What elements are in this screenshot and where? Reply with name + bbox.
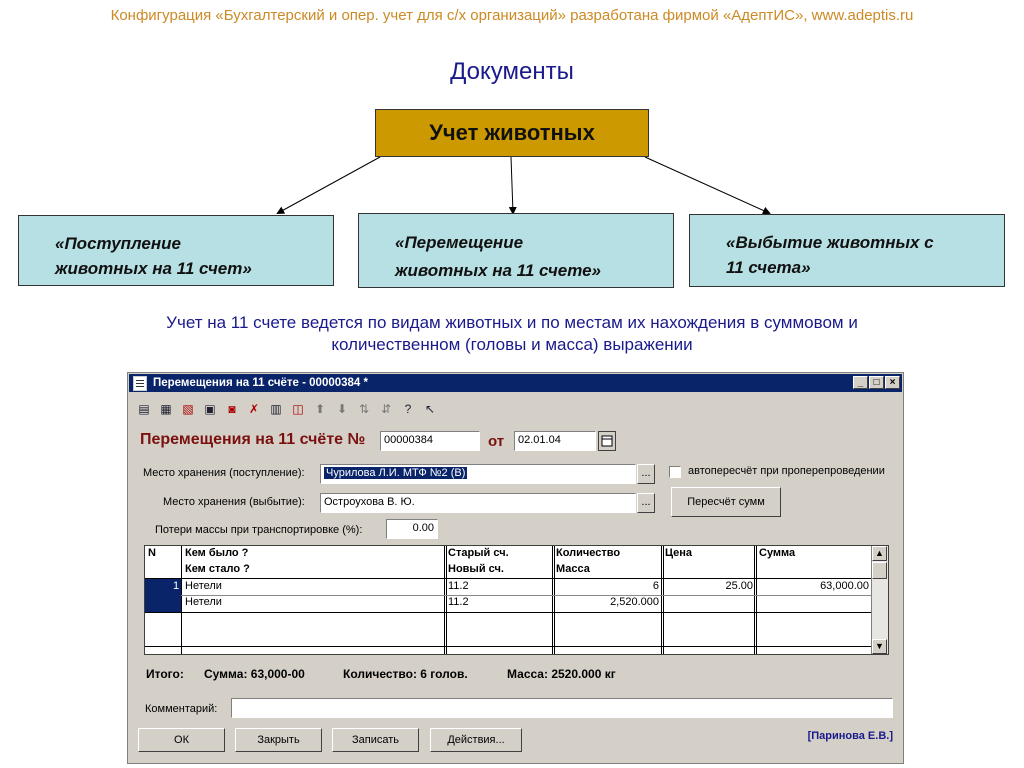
edit-row-icon[interactable]: ◫ <box>292 402 304 416</box>
calendar-icon[interactable] <box>598 431 616 451</box>
child-node-transfer <box>358 213 674 288</box>
grid-line <box>145 646 873 647</box>
row-number: 1 <box>173 580 180 592</box>
cell-quantity[interactable]: 6 <box>652 580 659 592</box>
grid-line <box>145 578 873 579</box>
insert-row-icon[interactable]: ▦ <box>160 402 172 416</box>
slide-header: Конфигурация «Бухгалтерский и опер. учет для с/х организаций» разработана фирмой «АдептИС», www.adeptis.ru <box>110 7 914 24</box>
grid-line <box>181 546 182 655</box>
totals-quantity: Количество: 6 голов. <box>343 667 468 681</box>
actions-button[interactable]: Действия... <box>430 728 522 752</box>
totals-sum: Сумма: 63,000-00 <box>204 667 305 681</box>
delete-icon[interactable]: ✗ <box>248 402 260 416</box>
cell-new-account[interactable]: 11.2 <box>448 596 469 608</box>
copy-row-icon[interactable]: ▣ <box>204 402 216 416</box>
grid-line <box>181 595 889 596</box>
document-date-field[interactable]: 02.01.04 <box>514 431 596 451</box>
column-header-old-account[interactable]: Старый сч. <box>448 547 509 559</box>
mass-loss-field[interactable]: 0.00 <box>386 519 438 539</box>
column-header-quantity[interactable]: Количество <box>556 547 621 559</box>
scroll-thumb[interactable] <box>872 562 887 579</box>
description-line: количественном (головы и масса) выражении <box>331 335 693 354</box>
window-titlebar <box>129 374 902 392</box>
author-label: [Паринова Е.В.] <box>807 730 893 742</box>
slide-title: Документы <box>450 58 574 85</box>
comment-field[interactable] <box>231 698 893 718</box>
storage-in-label: Место хранения (поступление): <box>143 467 305 479</box>
scroll-down-icon[interactable]: ▼ <box>872 639 887 654</box>
root-node-box: Учет животных <box>375 109 649 157</box>
grid-line <box>554 546 555 655</box>
sort-asc-icon[interactable]: ⇅ <box>358 402 370 416</box>
move-down-icon[interactable]: ⬇ <box>336 402 348 416</box>
minimize-button[interactable]: _ <box>853 376 868 389</box>
new-row-icon[interactable]: ▤ <box>138 402 150 416</box>
recalc-sums-button[interactable]: Пересчёт сумм <box>671 487 781 517</box>
scroll-up-icon[interactable]: ▲ <box>872 546 887 561</box>
items-table[interactable] <box>144 545 889 655</box>
storage-out-select-button[interactable]: ... <box>637 493 655 513</box>
child-node-line: «Перемещение <box>395 233 524 252</box>
grid-line <box>446 546 447 655</box>
date-label: от <box>488 433 505 450</box>
description-line: Учет на 11 счете ведется по видам животных и по местам их нахождения в суммовом и <box>166 313 858 332</box>
ok-button[interactable]: ОК <box>138 728 225 752</box>
grid-line <box>756 546 757 655</box>
mass-loss-label: Потери массы при транспортировке (%): <box>155 524 363 536</box>
delete-row-icon[interactable]: ▧ <box>182 402 194 416</box>
child-node-line: 11 счета» <box>726 258 811 277</box>
grid-line <box>444 546 445 655</box>
cell-who-was[interactable]: Нетели <box>185 580 222 592</box>
move-up-icon[interactable]: ⬆ <box>314 402 326 416</box>
clear-table-icon[interactable]: ◙ <box>228 402 236 416</box>
column-header-sum[interactable]: Сумма <box>759 547 796 559</box>
document-number-field[interactable]: 00000384 <box>380 431 480 451</box>
storage-in-value: Чурилова Л.И. МТФ №2 (В) <box>326 467 466 479</box>
grid-line <box>754 546 755 655</box>
grid-line <box>552 546 553 655</box>
context-help-icon[interactable]: ↖ <box>424 402 436 416</box>
slide-description <box>60 312 964 356</box>
cell-mass[interactable]: 2,520.000 <box>610 596 659 608</box>
child-node-line: «Выбытие животных с <box>726 233 934 252</box>
storage-out-label: Место хранения (выбытие): <box>163 496 305 508</box>
help-icon[interactable]: ? <box>404 402 412 416</box>
child-node-line: животных на 11 счет» <box>55 259 252 278</box>
grid-line <box>145 612 873 613</box>
column-header-price[interactable]: Цена <box>665 547 693 559</box>
document-window <box>127 372 904 764</box>
document-icon <box>133 376 147 391</box>
cell-sum[interactable]: 63,000.00 <box>820 580 869 592</box>
child-node-receipt <box>18 215 334 286</box>
sort-desc-icon[interactable]: ⇵ <box>380 402 392 416</box>
close-button[interactable]: Закрыть <box>235 728 322 752</box>
child-node-disposal <box>689 214 1005 287</box>
child-node-line: животных на 11 счете» <box>395 261 602 280</box>
auto-recalc-checkbox[interactable] <box>669 466 681 478</box>
column-header-new-account[interactable]: Новый сч. <box>448 563 504 575</box>
totals-mass: Масса: 2520.000 кг <box>507 667 616 681</box>
window-title: Перемещения на 11 счёте - 00000384 * <box>153 377 368 389</box>
storage-out-field[interactable]: Остроухова В. Ю. <box>320 493 636 513</box>
cell-who-now[interactable]: Нетели <box>185 596 222 608</box>
grid-line <box>661 546 662 655</box>
document-heading: Перемещения на 11 счёте № <box>140 431 366 448</box>
cell-price[interactable]: 25.00 <box>725 580 753 592</box>
storage-in-field[interactable] <box>320 464 636 484</box>
grid-line <box>663 546 664 655</box>
totals-label: Итого: <box>146 667 184 681</box>
child-node-line: «Поступление <box>55 234 181 253</box>
auto-recalc-label: автопересчёт при проперепроведении <box>688 465 885 477</box>
column-header-mass[interactable]: Масса <box>556 563 590 575</box>
table-scrollbar[interactable] <box>871 546 888 654</box>
column-header-who-now[interactable]: Кем стало ? <box>185 563 250 575</box>
storage-in-select-button[interactable]: ... <box>637 464 655 484</box>
toolbar <box>136 399 438 419</box>
edit-icon[interactable]: ▥ <box>270 402 282 416</box>
column-header-n[interactable]: N <box>148 547 156 559</box>
close-window-button[interactable]: × <box>885 376 900 389</box>
cell-old-account[interactable]: 11.2 <box>448 580 469 592</box>
comment-label: Комментарий: <box>145 703 218 715</box>
column-header-who-was[interactable]: Кем было ? <box>185 547 249 559</box>
maximize-button[interactable]: □ <box>869 376 884 389</box>
save-button[interactable]: Записать <box>332 728 419 752</box>
